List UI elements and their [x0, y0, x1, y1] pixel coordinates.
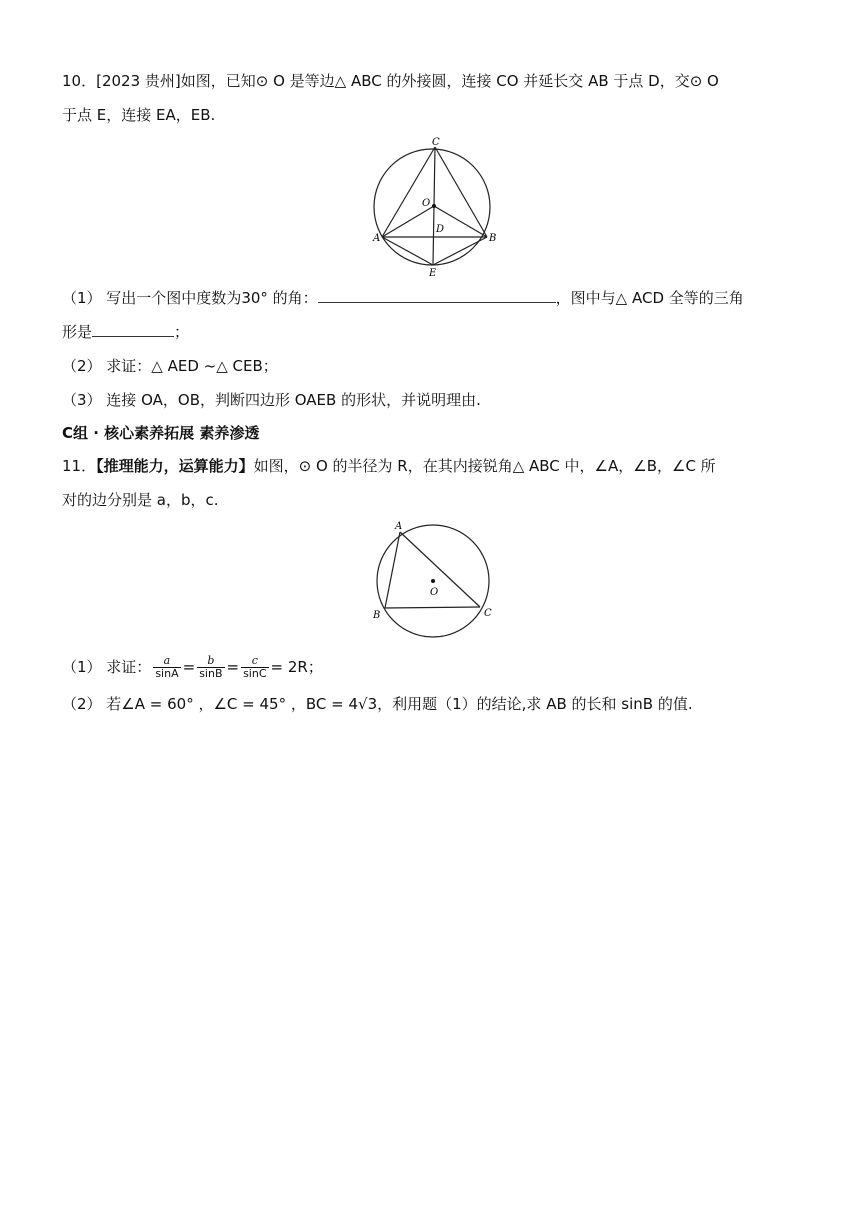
- q11-segment-ca: [400, 532, 480, 607]
- q11-label-o: O: [430, 587, 439, 598]
- q11-line1-rest: 如图，⊙ O 的半径为 R，在其内接锐角△ ABC 中，∠A，∠B，∠C 所: [253, 457, 716, 475]
- frac1-numerator: a: [153, 655, 180, 668]
- frac1-denominator: sinA: [155, 667, 179, 680]
- q11-segment-bc: [385, 607, 480, 608]
- q10-segment-eb: [433, 237, 487, 265]
- frac3-denominator: sinC: [243, 667, 267, 680]
- q11-part1-suffix: = 2R；: [270, 658, 323, 676]
- q10-label-e: E: [429, 268, 437, 278]
- q10-part2: （2） 求证：△ AED ~△ CEB；: [62, 357, 278, 375]
- q11-part1: [62, 652, 802, 682]
- q10-answer-blank-2[interactable]: [92, 322, 174, 337]
- q10-part3: （3） 连接 OA，OB，判断四边形 OAEB 的形状，并说明理由.: [62, 391, 481, 409]
- q10-label-a: A: [373, 233, 381, 244]
- q10-label-c: C: [432, 137, 440, 148]
- fraction-b-over-sinb: [197, 655, 224, 680]
- q11-line1: [62, 455, 802, 477]
- q10-part1-text-c: 形是: [62, 323, 93, 341]
- q10-line1: 10．[2023 贵州]如图，已知⊙ O 是等边△ ABC 的外接圆，连接 CO 并延长交 AB 于点 D，交⊙ O: [62, 72, 719, 90]
- q11-figure: [366, 518, 501, 642]
- frac3-numerator: c: [241, 655, 268, 668]
- q10-label-d: D: [436, 224, 445, 235]
- q11-label-b: B: [373, 610, 381, 621]
- frac2-denominator: sinB: [199, 667, 223, 680]
- fraction-a-over-sina: [153, 655, 180, 680]
- q10-center-dot: [432, 204, 436, 208]
- q11-label-c: C: [484, 608, 492, 619]
- q11-center-dot: [431, 579, 435, 583]
- section-c-heading: C组 · 核心素养拓展 素养渗透: [62, 424, 260, 442]
- q11-part2: （2） 若∠A = 60° ，∠C = 45° ，BC = 4√3，利用题（1）的结论,求 AB 的长和 sinB 的值.: [62, 695, 693, 713]
- fraction-c-over-sinc: [241, 655, 268, 680]
- q10-part1-text-d: ；: [174, 323, 190, 341]
- q10-segment-ca: [382, 147, 435, 237]
- q11-number: 11．: [62, 457, 97, 475]
- q10-part1-text-b: ，图中与△ ACD 全等的三角: [555, 289, 744, 307]
- frac2-numerator: b: [197, 655, 224, 668]
- q10-label-b: B: [489, 233, 497, 244]
- q10-segment-ao: [382, 206, 434, 237]
- q11-ability-tag: 【推理能力，运算能力】: [96, 457, 254, 475]
- q10-part1-text-a: （1） 写出一个图中度数为30° 的角：: [62, 289, 318, 307]
- q11-segment-ab: [385, 532, 400, 608]
- q10-figure: [365, 136, 500, 278]
- q10-line2: 于点 E，连接 EA，EB.: [62, 106, 216, 124]
- q10-segment-ea: [382, 237, 433, 265]
- equals-sign-1: =: [182, 658, 196, 676]
- q10-part1: [62, 287, 802, 309]
- q10-part1-cont: [62, 321, 802, 343]
- q10-answer-blank-1[interactable]: [318, 288, 556, 303]
- equals-sign-2: =: [226, 658, 240, 676]
- q11-line2: 对的边分别是 a，b，c.: [62, 491, 219, 509]
- q10-label-o: O: [422, 198, 431, 209]
- q11-label-a: A: [395, 521, 403, 532]
- q11-part1-prefix: （1） 求证：: [62, 658, 152, 676]
